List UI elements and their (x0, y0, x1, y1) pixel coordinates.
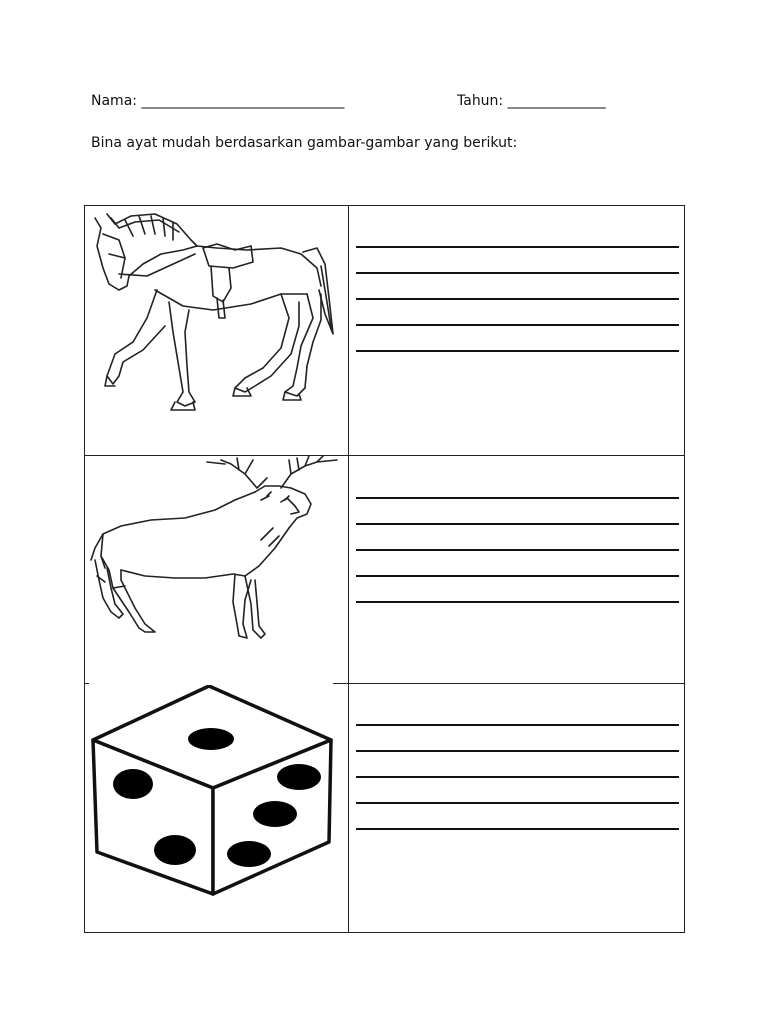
answer-line[interactable] (356, 272, 679, 274)
answer-lines-horse[interactable] (349, 206, 684, 352)
instruction-text: Bina ayat mudah berdasarkan gambar-gambar yang berikut: (91, 135, 518, 151)
answer-line[interactable] (356, 601, 679, 603)
die-pip (154, 835, 196, 865)
horse-picture (85, 206, 348, 455)
worksheet-table (84, 205, 685, 933)
answer-cell-horse[interactable] (349, 206, 685, 456)
die-pip (277, 764, 321, 790)
answer-line[interactable] (356, 246, 679, 248)
answer-line[interactable] (356, 724, 679, 726)
answer-line[interactable] (356, 828, 679, 830)
worksheet-row-deer (85, 456, 685, 684)
die-pip (188, 728, 234, 750)
answer-cell-dice[interactable] (349, 684, 685, 933)
die-pip (253, 801, 297, 827)
picture-cell-horse (85, 206, 349, 456)
die-pip (227, 841, 271, 867)
answer-line[interactable] (356, 497, 679, 499)
answer-line[interactable] (356, 549, 679, 551)
answer-line[interactable] (356, 523, 679, 525)
worksheet-row-dice (85, 684, 685, 933)
answer-cell-deer[interactable] (349, 456, 685, 684)
name-field[interactable]: Nama: _____________________________ (91, 93, 345, 109)
year-field[interactable]: Tahun: ______________ (457, 93, 606, 109)
die-pip (113, 769, 153, 799)
answer-line[interactable] (356, 776, 679, 778)
dice-picture (85, 684, 348, 932)
answer-lines-dice[interactable] (349, 684, 684, 830)
worksheet-row-horse (85, 206, 685, 456)
cell-border-gap (89, 681, 333, 685)
answer-line[interactable] (356, 575, 679, 577)
answer-line[interactable] (356, 350, 679, 352)
answer-line[interactable] (356, 298, 679, 300)
answer-line[interactable] (356, 324, 679, 326)
picture-cell-dice (85, 684, 349, 933)
answer-line[interactable] (356, 750, 679, 752)
deer-picture (85, 456, 348, 683)
answer-lines-deer[interactable] (349, 456, 684, 603)
picture-cell-deer (85, 456, 349, 684)
answer-line[interactable] (356, 802, 679, 804)
